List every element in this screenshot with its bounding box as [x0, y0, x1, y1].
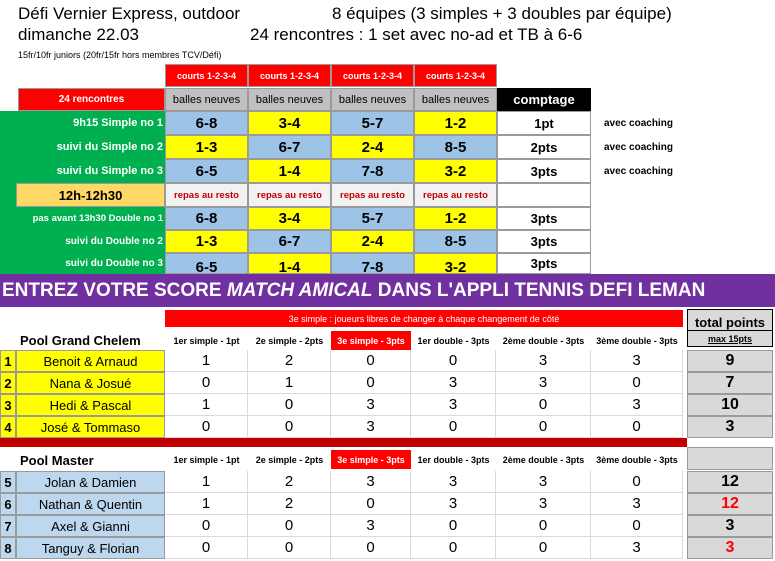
banner-em: MATCH AMICAL	[226, 279, 373, 301]
master-row-1-s2[interactable]: 2	[248, 471, 331, 493]
simple-3-court-1: 6-5	[165, 159, 248, 183]
pool-grand-chelem-title: Pool Grand Chelem	[20, 332, 141, 348]
master-total-header	[687, 447, 773, 470]
double-1-court-2: 3-4	[248, 207, 331, 230]
master-header-2: 2e simple - 2pts	[255, 454, 324, 465]
gc-row-1-d2[interactable]: 3	[496, 350, 591, 372]
total-sub: max 15pts	[687, 331, 773, 347]
gc-header-6: 3ème double - 3pts	[596, 335, 678, 346]
double-2-court-3: 2-4	[331, 230, 414, 253]
simple-3-court-4: 3-2	[414, 159, 497, 183]
master-row-4-idx: 8	[0, 537, 16, 559]
title-line1: Défi Vernier Express, outdoor	[18, 4, 241, 23]
gc-row-4-d2[interactable]: 0	[496, 416, 591, 438]
gc-row-3-d2[interactable]: 0	[496, 394, 591, 416]
simple-3-court-3: 7-8	[331, 159, 414, 183]
master-row-2-d2[interactable]: 3	[496, 493, 591, 515]
master-row-3-team: Axel & Gianni	[16, 515, 165, 537]
title-rencontres: 24 rencontres : 1 set avec no-ad et TB à 6-6	[250, 25, 583, 44]
master-row-2-s3[interactable]: 0	[331, 493, 411, 515]
balls-1: balles neuves	[165, 88, 248, 111]
simple-2-court-3: 2-4	[331, 135, 414, 159]
master-row-4-d2[interactable]: 0	[496, 537, 591, 559]
pool-separator	[0, 438, 687, 447]
double-2-court-1: 1-3	[165, 230, 248, 253]
lunch-court-1: repas au resto	[165, 183, 248, 207]
double-2-court-4: 8-5	[414, 230, 497, 253]
master-row-3-s1[interactable]: 0	[165, 515, 248, 537]
courts-header-2: courts 1-2-3-4	[248, 64, 331, 87]
master-row-3-d2[interactable]: 0	[496, 515, 591, 537]
master-row-2-s1[interactable]: 1	[165, 493, 248, 515]
gc-row-2-idx: 2	[0, 372, 16, 394]
double-1-pts: 3pts	[497, 207, 591, 230]
master-row-2-team: Nathan & Quentin	[16, 493, 165, 515]
gc-row-2-d1[interactable]: 3	[411, 372, 496, 394]
gc-row-3-total: 10	[687, 394, 773, 416]
gc-row-1-team: Benoit & Arnaud	[16, 350, 165, 372]
gc-row-2-d3[interactable]: 0	[591, 372, 683, 394]
double-3-court-4: 3-2	[414, 253, 497, 274]
gc-row-1-s2[interactable]: 2	[248, 350, 331, 372]
gc-row-3-d1[interactable]: 3	[411, 394, 496, 416]
double-3-pts: 3pts	[497, 253, 591, 274]
double-2-label: suivi du Double no 2	[0, 230, 163, 253]
master-row-2-d3[interactable]: 3	[591, 493, 683, 515]
title-line2: dimanche 22.03	[18, 25, 139, 44]
simple-3-coach: avec coaching	[604, 165, 673, 177]
gc-row-1-s1[interactable]: 1	[165, 350, 248, 372]
balls-2: balles neuves	[248, 88, 331, 111]
master-row-1-s1[interactable]: 1	[165, 471, 248, 493]
gc-header-4: 1er double - 3pts	[417, 335, 490, 346]
rules-note: 3e simple : joueurs libres de changer à chaque changement de côté	[165, 310, 683, 327]
double-3-court-3: 7-8	[331, 253, 414, 274]
lunch-label: 12h-12h30	[16, 183, 165, 207]
gc-row-4-team: José & Tommaso	[16, 416, 165, 438]
master-row-3-s2[interactable]: 0	[248, 515, 331, 537]
gc-row-4-s1[interactable]: 0	[165, 416, 248, 438]
simple-3-pts: 3pts	[497, 159, 591, 183]
gc-row-4-s2[interactable]: 0	[248, 416, 331, 438]
master-header-5: 2ème double - 3pts	[502, 454, 585, 465]
simple-2-court-4: 8-5	[414, 135, 497, 159]
gc-row-3-s2[interactable]: 0	[248, 394, 331, 416]
simple-2-pts: 2pts	[497, 135, 591, 159]
gc-row-4-d3[interactable]: 0	[591, 416, 683, 438]
gc-row-3-s1[interactable]: 1	[165, 394, 248, 416]
rencontres-label: 24 rencontres	[18, 88, 165, 111]
double-1-court-3: 5-7	[331, 207, 414, 230]
simple-3-label: suivi du Simple no 3	[0, 159, 163, 183]
master-row-2-total: 12	[687, 493, 773, 515]
gc-row-2-d2[interactable]: 3	[496, 372, 591, 394]
gc-row-4-s3[interactable]: 3	[331, 416, 411, 438]
gc-row-1-total: 9	[687, 350, 773, 372]
courts-header-3: courts 1-2-3-4	[331, 64, 414, 87]
gc-row-2-s2[interactable]: 1	[248, 372, 331, 394]
master-header-1: 1er simple - 1pt	[173, 454, 240, 465]
lunch-court-3: repas au resto	[331, 183, 414, 207]
gc-header-1: 1er simple - 1pt	[173, 335, 240, 346]
master-row-3-s3[interactable]: 3	[331, 515, 411, 537]
title-teams: 8 équipes (3 simples + 3 doubles par équipe)	[332, 4, 672, 23]
master-row-3-d1[interactable]: 0	[411, 515, 496, 537]
double-3-court-2: 1-4	[248, 253, 331, 274]
master-header-6: 3ème double - 3pts	[596, 454, 678, 465]
gc-row-2-s1[interactable]: 0	[165, 372, 248, 394]
double-3-label: suivi du Double no 3	[0, 253, 163, 274]
gc-row-3-s3[interactable]: 3	[331, 394, 411, 416]
gc-row-1-s3[interactable]: 0	[331, 350, 411, 372]
double-3-court-1: 6-5	[165, 253, 248, 274]
simple-2-court-2: 6-7	[248, 135, 331, 159]
simple-1-court-3: 5-7	[331, 111, 414, 135]
master-row-1-s3[interactable]: 3	[331, 471, 411, 493]
simple-2-court-1: 1-3	[165, 135, 248, 159]
title-price: 15fr/10fr juniors (20fr/15fr hors membres TCV/Défi)	[18, 50, 222, 60]
master-row-3-idx: 7	[0, 515, 16, 537]
total-title: total points	[687, 309, 773, 331]
gc-row-3-team: Hedi & Pascal	[16, 394, 165, 416]
simple-3-court-2: 1-4	[248, 159, 331, 183]
double-1-court-1: 6-8	[165, 207, 248, 230]
gc-header-2: 2e simple - 2pts	[255, 335, 324, 346]
gc-row-3-idx: 3	[0, 394, 16, 416]
master-row-4-s1[interactable]: 0	[165, 537, 248, 559]
simple-1-court-1: 6-8	[165, 111, 248, 135]
master-row-1-d1[interactable]: 3	[411, 471, 496, 493]
master-row-4-s2[interactable]: 0	[248, 537, 331, 559]
master-row-3-total: 3	[687, 515, 773, 537]
pool-master-title: Pool Master	[20, 452, 94, 468]
master-row-1-total: 12	[687, 471, 773, 493]
gc-row-2-total: 7	[687, 372, 773, 394]
simple-2-label: suivi du Simple no 2	[0, 135, 163, 159]
gc-row-1-d3[interactable]: 3	[591, 350, 683, 372]
lunch-pts	[497, 183, 591, 207]
gc-header-5: 2ème double - 3pts	[502, 335, 585, 346]
double-1-label: pas avant 13h30 Double no 1	[0, 207, 163, 230]
comptage-header: comptage	[497, 88, 591, 111]
double-1-court-4: 1-2	[414, 207, 497, 230]
master-row-1-team: Jolan & Damien	[16, 471, 165, 493]
gc-header-3: 3e simple - 3pts	[331, 331, 411, 350]
master-row-1-d2[interactable]: 3	[496, 471, 591, 493]
master-header-4: 1er double - 3pts	[417, 454, 490, 465]
simple-1-label: 9h15 Simple no 1	[0, 111, 163, 135]
master-row-1-idx: 5	[0, 471, 16, 493]
courts-header-1: courts 1-2-3-4	[165, 64, 248, 87]
master-row-2-idx: 6	[0, 493, 16, 515]
master-row-4-d1[interactable]: 0	[411, 537, 496, 559]
gc-row-1-idx: 1	[0, 350, 16, 372]
master-row-4-s3[interactable]: 0	[331, 537, 411, 559]
balls-4: balles neuves	[414, 88, 497, 111]
balls-3: balles neuves	[331, 88, 414, 111]
gc-row-4-idx: 4	[0, 416, 16, 438]
banner-post: DANS L'APPLI TENNIS DEFI LEMAN	[372, 279, 706, 301]
master-row-2-s2[interactable]: 2	[248, 493, 331, 515]
master-row-2-d1[interactable]: 3	[411, 493, 496, 515]
score-banner	[0, 274, 775, 307]
courts-header-4: courts 1-2-3-4	[414, 64, 497, 87]
gc-row-1-d1[interactable]: 0	[411, 350, 496, 372]
simple-1-court-2: 3-4	[248, 111, 331, 135]
master-row-3-d3[interactable]: 0	[591, 515, 683, 537]
gc-row-4-total: 3	[687, 416, 773, 438]
master-row-1-d3[interactable]: 0	[591, 471, 683, 493]
double-2-court-2: 6-7	[248, 230, 331, 253]
simple-1-court-4: 1-2	[414, 111, 497, 135]
simple-1-coach: avec coaching	[604, 117, 673, 129]
master-row-4-total: 3	[687, 537, 773, 559]
master-row-4-d3[interactable]: 3	[591, 537, 683, 559]
gc-row-2-s3[interactable]: 0	[331, 372, 411, 394]
master-header-3: 3e simple - 3pts	[331, 450, 411, 469]
simple-2-coach: avec coaching	[604, 141, 673, 153]
gc-row-4-d1[interactable]: 0	[411, 416, 496, 438]
gc-row-2-team: Nana & Josué	[16, 372, 165, 394]
simple-1-pts: 1pt	[497, 111, 591, 135]
double-2-pts: 3pts	[497, 230, 591, 253]
lunch-court-2: repas au resto	[248, 183, 331, 207]
lunch-court-4: repas au resto	[414, 183, 497, 207]
gc-row-3-d3[interactable]: 3	[591, 394, 683, 416]
banner-pre: ENTREZ VOTRE SCORE	[2, 279, 227, 301]
master-row-4-team: Tanguy & Florian	[16, 537, 165, 559]
